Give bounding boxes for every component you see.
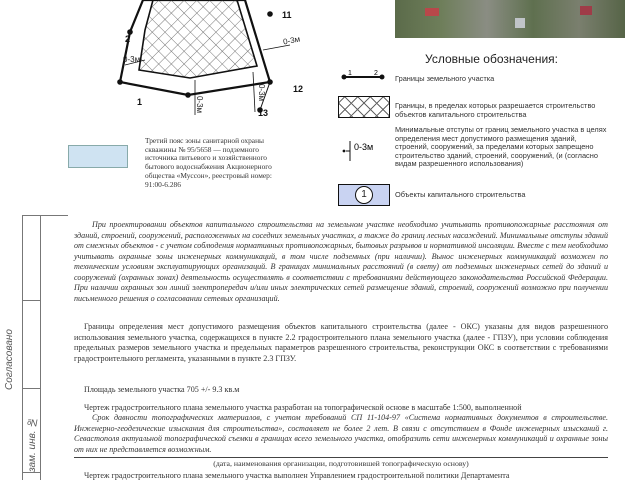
stamp-frame-line (22, 215, 23, 480)
stamp-frame-line (22, 215, 68, 216)
paragraph-topo-validity: Срок давности топографических материалов, с учетом требований СП 11-104-97 «Система нормативных документов в строительстве. Инженерно-геодезические изыскания для строительства», составляет не более 2 лет. В связи с отсутствием в Фонде инженерных изысканий г. Севастополя актуальной топографической съемки в границах всего земельного участка, отобразить сети инженерных коммуникаций и охранные зоны от них не представляется возможным. (74, 413, 608, 454)
node-marker (267, 11, 273, 17)
node-label-11: 11 (282, 10, 292, 20)
buildable-zone (139, 0, 257, 78)
aerial-photo (395, 0, 625, 38)
svg-text:0-3м: 0-3м (354, 142, 374, 152)
offset-arrow-icon (338, 135, 393, 163)
stamp-frame-line (22, 300, 40, 301)
offset-label: 0-3м (195, 95, 205, 114)
zone-description: Третий пояс зоны санитарной охраны скважины № 95/5658 — подземного источника питьевого и хозяйственного бытового водоснабжения Акционерного общества «Муссон», реестровый номер: 91:00-6.286 (145, 136, 272, 189)
paragraph-prepared-by: Чертеж градостроительного плана земельного участка выполнен Управлением градостроительной политики Департамента (84, 471, 510, 480)
legend-item-3-text: Минимальные отступы от границ земельного участка в целях определения мест допустимого размещения зданий, строений, сооружений, за пределами которых запрещено строительство зданий, строений, сооружений, (и (согласно видам разрешенного использования) (395, 125, 607, 168)
boundary-line-icon (338, 70, 388, 84)
zone-swatch (68, 145, 128, 168)
caption-underline (74, 457, 608, 458)
node-label-1: 1 (137, 97, 143, 107)
svg-text:2: 2 (374, 70, 378, 77)
parcel-area: Площадь земельного участка 705 +/- 9.3 кв.м (84, 385, 240, 394)
legend-item-2-text: Границы, в пределах которых разрешается строительство объектов капитального строительства (395, 101, 596, 119)
paragraph-fire-safety: При проектировании объектов капитального строительства на земельном участке необходимо учитывать противопожарные расстояния от зданий, строений, сооружений, расположенных на соседних земельных участках, а также до границ лесных насаждений. Минимальные отступы зданий от смежных объектов - с учетом соблюдения нормативных противопожарных, бытовых разрывов и нормативной инсоляции. Вместе с тем необходимо учитывать охранные зоны инженерных коммуникаций, в том числе подземных (при наличии). Вынос инженерных коммуникаций возможен по техническим условиям эксплуатирующих организаций. В границах минимальных расстояний (в свету) от подземных инженерных сетей до зданий и сооружений (охранных зонах) деятельность осуществлять в соответствии с требованиями действующего законодательства Российской Федерации. При наличии охранных зон линий электропередач и/или иных электрических сетей размещение зданий, строений, сооружений возможно при получении письменного решения о согласовании сетевых организаций. (74, 220, 608, 303)
legend-item-4-text: Объекты капитального строительства (395, 190, 526, 199)
node-label-2: 2 (125, 34, 131, 44)
paragraph-placement-boundaries: Границы определения мест допустимого размещения объектов капитального строительства (далее - ОКС) указаны для видов разрешенного использования земельного участка, содержащихся в пункте 2.2 градостроительного плана земельного участка (далее - ГПЗУ), при условии соблюдения предельных размеров земельного участка и предельных параметров разрешенного строительства, реконструкции ОКС в соответствии с требованиями градостроительного регламента, указанными в пункте 2.3 ГПЗУ. (74, 322, 608, 363)
object-marker-icon: 1 (338, 184, 390, 206)
stamp-frame-line (22, 472, 40, 473)
legend-item-1-text: Границы земельного участка (395, 74, 495, 83)
node-label-12: 12 (293, 84, 304, 94)
stamp-inv-no: зам. инв. № (27, 416, 38, 472)
stamp-agreed: Согласовано (4, 329, 15, 390)
offset-label: 0-3м (282, 34, 301, 47)
offset-label: 0-3м (123, 55, 141, 64)
paragraph-topo-basis: Чертеж градостроительного плана земельного участка разработан на топографической основе в масштабе 1:500, выполненной (84, 403, 522, 412)
stamp-frame-line (40, 215, 41, 480)
node-marker (185, 92, 191, 98)
stamp-frame-line (22, 388, 40, 389)
topo-caption: (дата, наименования организации, подготовившей топографическую основу) (213, 459, 469, 468)
offset-label: 0-3м (257, 83, 267, 102)
legend-title: Условные обозначения: (425, 52, 558, 66)
node-marker (117, 79, 123, 85)
node-label-13: 13 (258, 108, 269, 118)
hatch-pattern-icon (338, 96, 390, 118)
svg-text:1: 1 (348, 70, 352, 77)
